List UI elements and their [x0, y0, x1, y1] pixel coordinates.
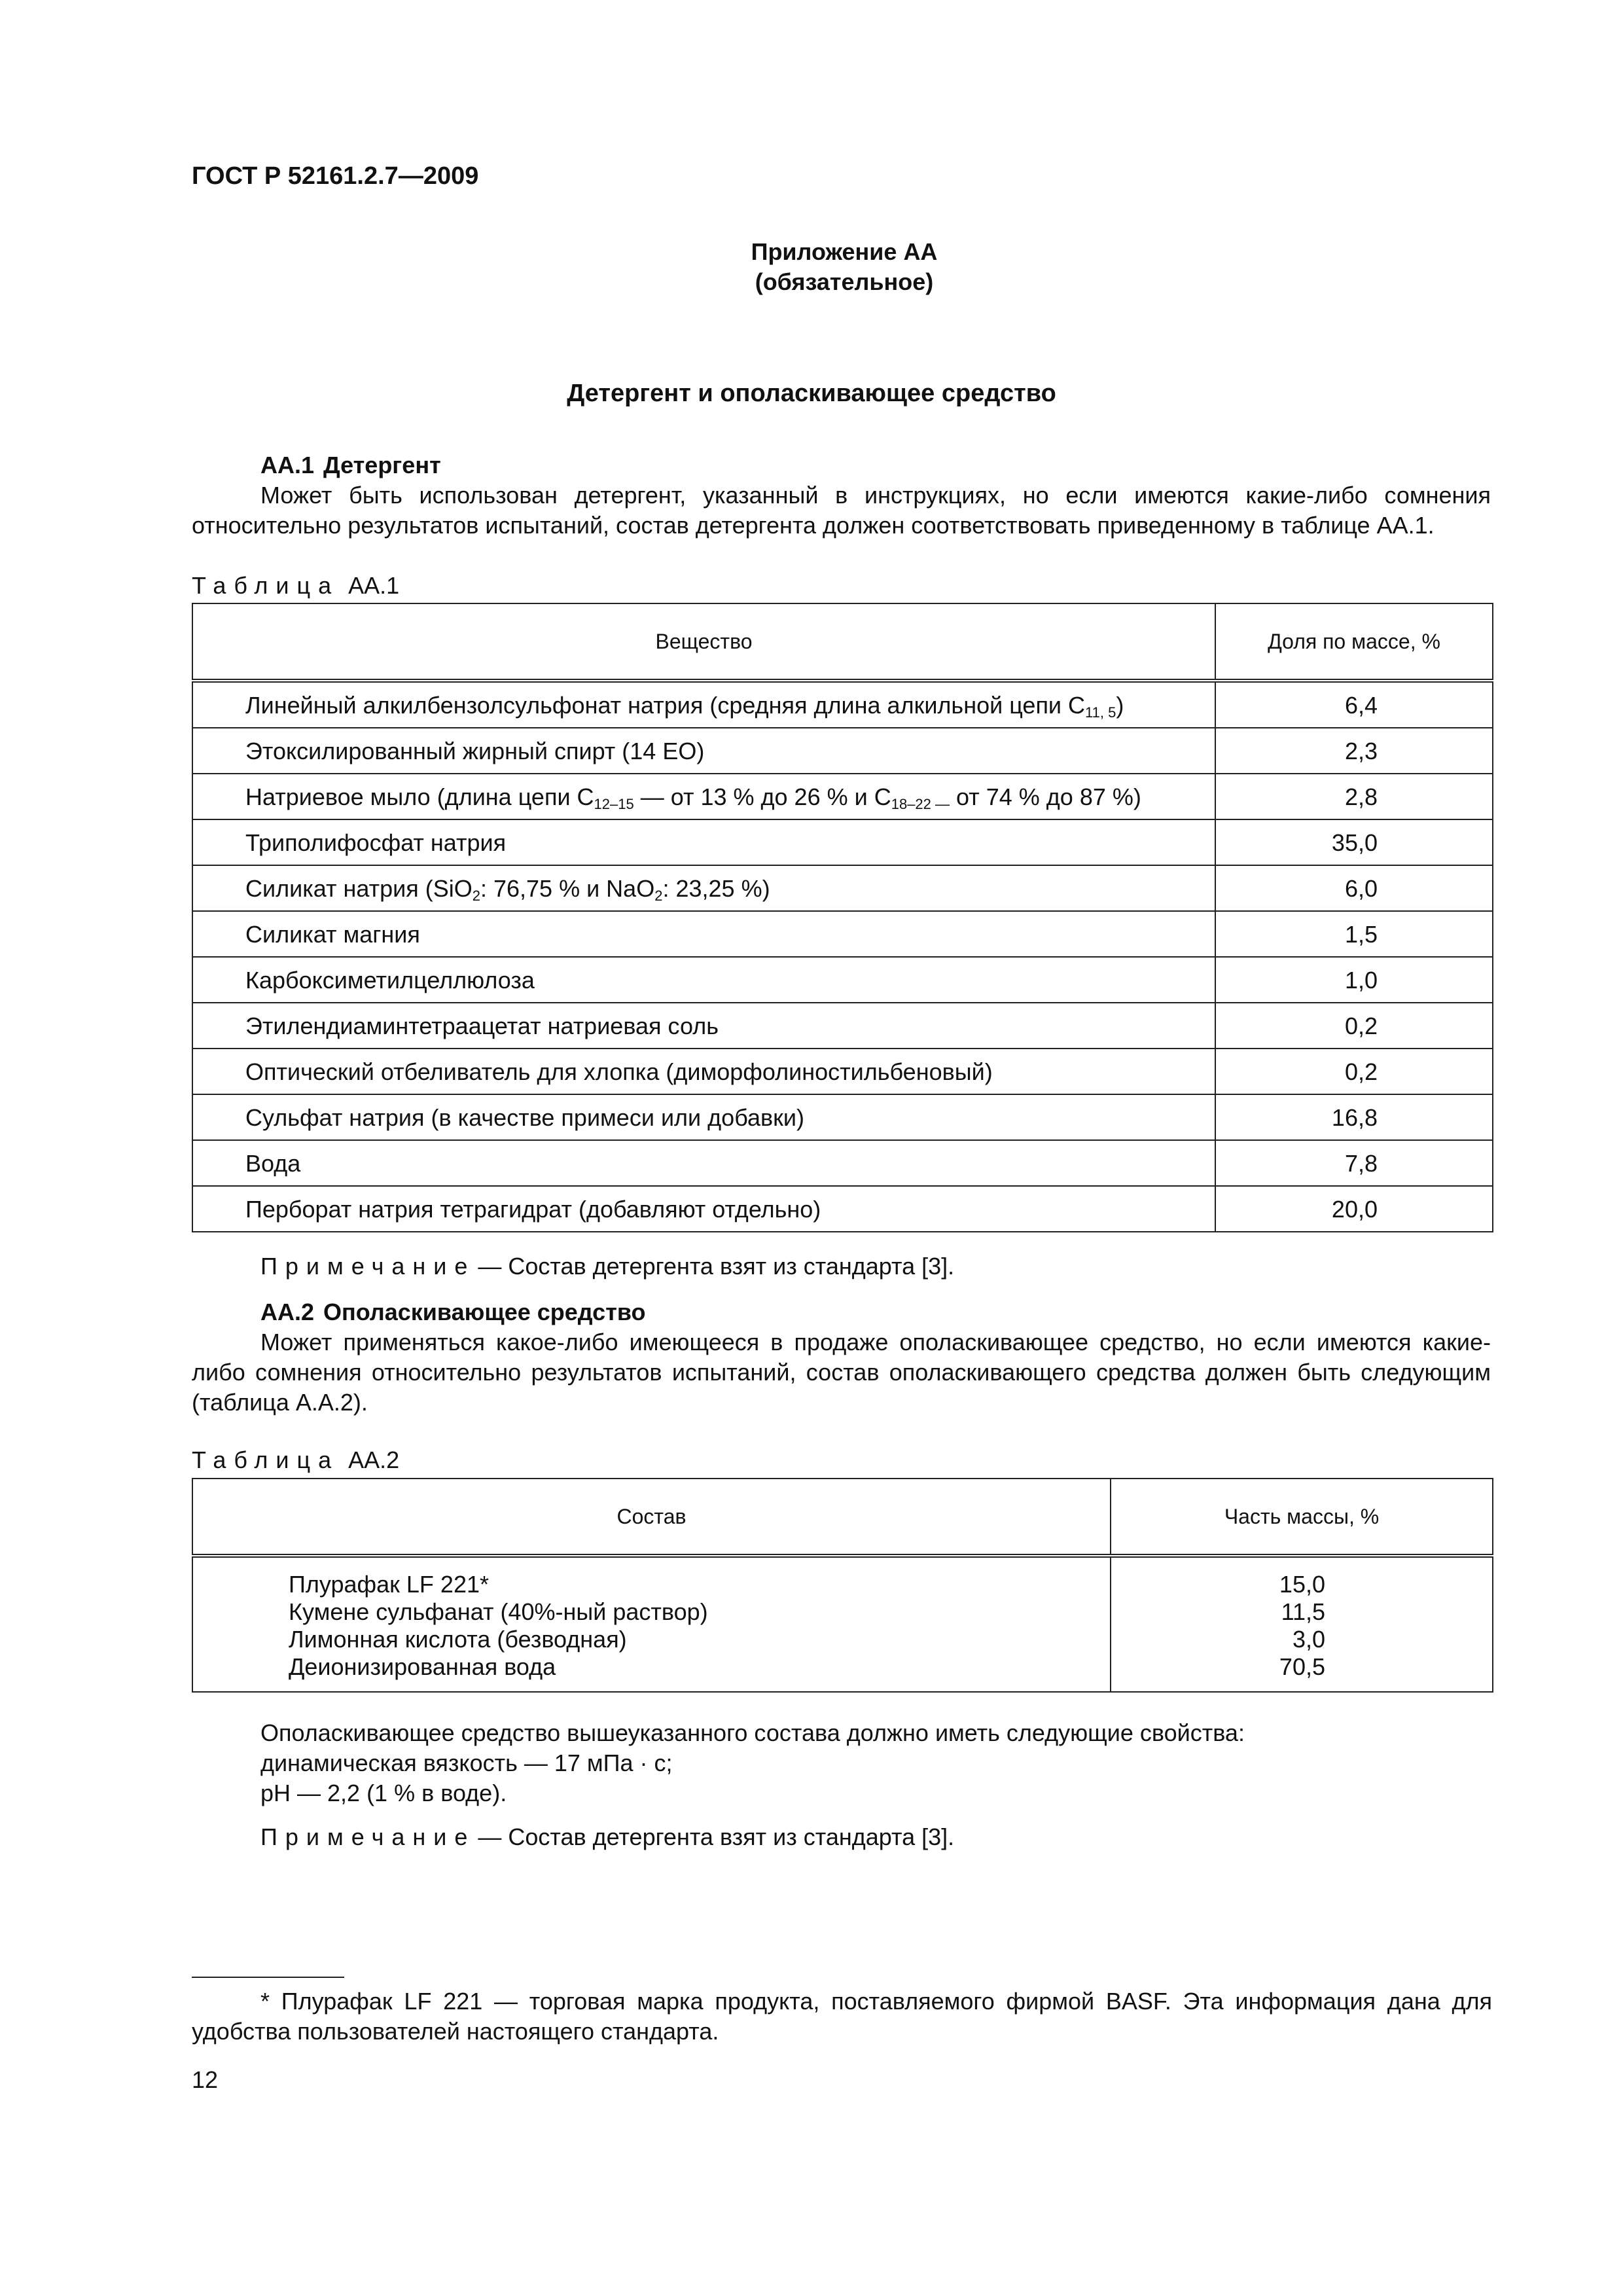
substance-text: Оптический отбеливатель для хлопка (диморфолиностильбеновый) — [245, 1058, 993, 1085]
table-row — [192, 911, 1493, 957]
table-row — [192, 728, 1493, 774]
document-header: ГОСТ Р 52161.2.7—2009 — [192, 162, 479, 190]
appendix-title: Детергент и ополаскивающее средство — [567, 380, 1056, 407]
substance-text: Линейный алкилбензолсульфонат натрия (средняя длина алкильной цепи C — [245, 691, 1086, 719]
subscript-text: 18–22 — — [891, 795, 950, 812]
component-value: 3,0 — [1292, 1626, 1325, 1653]
substance-text: Вода — [245, 1149, 301, 1177]
substance-text: : 76,75 % и NaO — [480, 874, 655, 902]
note-1 — [260, 1251, 954, 1281]
table-aa2 — [192, 1478, 1493, 1693]
substance-cell — [192, 819, 1215, 865]
fraction-cell: 35,0 — [1215, 819, 1493, 865]
table-aa1 — [192, 603, 1493, 1232]
appendix-status: (обязательное) — [755, 268, 934, 295]
substance-text: Триполифосфат натрия — [245, 829, 507, 856]
paragraph-text: Может применяться какое-либо имеющееся в продаже ополаскивающее средство, но если имеются какие-либо сомнения относительно результатов испытаний, состав ополаскивающего средства должен быть следующим (таблица А.А.2). — [192, 1329, 1491, 1416]
table-row — [192, 681, 1493, 728]
substance-cell — [192, 911, 1215, 957]
footnote-text: * Плурафак LF 221 — торговая марка продукта, поставляемого фирмой BASF. Эта информация дана для удобства пользователей настоящего стандарта. — [192, 1988, 1492, 2045]
table-row — [192, 774, 1493, 819]
substance-text: Сульфат натрия (в качестве примеси или добавки) — [245, 1103, 804, 1131]
fraction-cell: 7,8 — [1215, 1140, 1493, 1186]
table-row — [192, 1556, 1493, 1692]
footnote-divider — [192, 1977, 344, 1978]
footnote — [192, 1986, 1492, 2047]
table-caption-word: Таблица — [192, 572, 340, 599]
appendix-label-block — [681, 237, 1008, 297]
section-title: Детергент — [323, 452, 441, 478]
component-item: Кумене сульфанат (40%-ный раствор) — [289, 1598, 708, 1625]
component-value: 70,5 — [1279, 1653, 1325, 1680]
substance-text: Силикат магния — [245, 920, 420, 948]
substance-cell — [192, 865, 1215, 911]
fraction-cell: 0,2 — [1215, 1049, 1493, 1094]
column-header-mass: Часть массы, % — [1111, 1479, 1493, 1556]
section-heading-rinse — [260, 1297, 645, 1327]
column-header-fraction: Доля по массе, % — [1215, 603, 1493, 681]
column-header-composition: Состав — [192, 1479, 1111, 1556]
substance-text: от 74 % до 87 %) — [950, 783, 1141, 810]
note-label: Примечание — [260, 1823, 476, 1850]
substance-text: : 23,25 %) — [662, 874, 770, 902]
fraction-cell: 6,0 — [1215, 865, 1493, 911]
fraction-cell: 20,0 — [1215, 1186, 1493, 1232]
substance-cell — [192, 728, 1215, 774]
section-title: Ополаскивающее средство — [323, 1299, 646, 1325]
substance-text: Силикат натрия (SiO — [245, 874, 473, 902]
rinse-properties — [260, 1718, 1245, 1808]
table-row — [192, 1049, 1493, 1094]
table-header-row — [192, 603, 1493, 681]
fraction-cell: 0,2 — [1215, 1003, 1493, 1049]
subscript-text: 12–15 — [594, 795, 634, 812]
substance-text: Перборат натрия тетрагидрат (добавляют отдельно) — [245, 1195, 821, 1223]
table1-caption — [192, 571, 399, 600]
component-value: 11,5 — [1281, 1598, 1325, 1625]
substance-cell — [192, 1140, 1215, 1186]
page-number: 12 — [192, 2066, 219, 2093]
note-text: — Состав детергента взят из стандарта [3]. — [478, 1253, 955, 1280]
section1-paragraph — [192, 480, 1491, 541]
substance-text: Карбоксиметилцеллюлоза — [245, 966, 535, 994]
component-item: Плурафак LF 221* — [289, 1571, 489, 1598]
table-row — [192, 819, 1493, 865]
component-value: 15,0 — [1279, 1571, 1325, 1598]
substance-cell — [192, 1003, 1215, 1049]
subscript-text: 2 — [472, 887, 480, 904]
section-heading-detergent — [260, 450, 441, 480]
note-2 — [260, 1822, 954, 1852]
fraction-cell: 1,5 — [1215, 911, 1493, 957]
substance-cell — [192, 681, 1215, 728]
component-item: Деионизированная вода — [289, 1653, 556, 1680]
component-item: Лимонная кислота (безводная) — [289, 1626, 627, 1653]
paragraph-text: Может быть использован детергент, указанный в инструкциях, но если имеются какие-либо сомнения относительно результатов испытаний, состав детергента должен соответствовать приведенному в таблице АА.1. — [192, 482, 1491, 539]
table-row — [192, 1140, 1493, 1186]
section-number: АА.2 — [260, 1299, 315, 1325]
substance-text: Этилендиаминтетраацетат натриевая соль — [245, 1012, 719, 1039]
substance-cell — [192, 774, 1215, 819]
fraction-cell: 16,8 — [1215, 1094, 1493, 1140]
subscript-text: 2 — [654, 887, 663, 904]
section2-paragraph — [192, 1327, 1491, 1418]
table-caption-word: Таблица — [192, 1446, 340, 1473]
properties-intro: Ополаскивающее средство вышеуказанного состава должно иметь следующие свойства: — [260, 1719, 1245, 1746]
fraction-cell: 2,3 — [1215, 728, 1493, 774]
substance-cell — [192, 1049, 1215, 1094]
table-header-row — [192, 1479, 1493, 1556]
note-text: — Состав детергента взят из стандарта [3]. — [478, 1823, 955, 1850]
column-header-substance: Вещество — [192, 603, 1215, 681]
substance-cell — [192, 1094, 1215, 1140]
section-number: АА.1 — [260, 452, 315, 478]
substance-text: Натриевое мыло (длина цепи C — [245, 783, 594, 810]
substance-text: Этоксилированный жирный спирт (14 EO) — [245, 737, 705, 764]
substance-cell — [192, 957, 1215, 1003]
table-row — [192, 957, 1493, 1003]
table-caption-number: АА.2 — [348, 1446, 400, 1473]
fraction-cell: 1,0 — [1215, 957, 1493, 1003]
table-row — [192, 1003, 1493, 1049]
fraction-cell: 2,8 — [1215, 774, 1493, 819]
fraction-cell: 6,4 — [1215, 681, 1493, 728]
substance-text: — от 13 % до 26 % и C — [633, 783, 891, 810]
table2-caption — [192, 1445, 399, 1475]
appendix-label: Приложение АА — [751, 238, 938, 265]
table-caption-number: АА.1 — [348, 572, 400, 599]
substance-text: ) — [1116, 691, 1124, 719]
values-cell — [1111, 1556, 1493, 1692]
property-viscosity: динамическая вязкость — 17 мПа · с; — [260, 1749, 673, 1776]
components-cell — [192, 1556, 1111, 1692]
table-row — [192, 1094, 1493, 1140]
subscript-text: 11, 5 — [1085, 704, 1116, 721]
property-ph: pH — 2,2 (1 % в воде). — [260, 1780, 507, 1806]
note-label: Примечание — [260, 1253, 476, 1280]
substance-cell — [192, 1186, 1215, 1232]
table-row — [192, 1186, 1493, 1232]
table-row — [192, 865, 1493, 911]
